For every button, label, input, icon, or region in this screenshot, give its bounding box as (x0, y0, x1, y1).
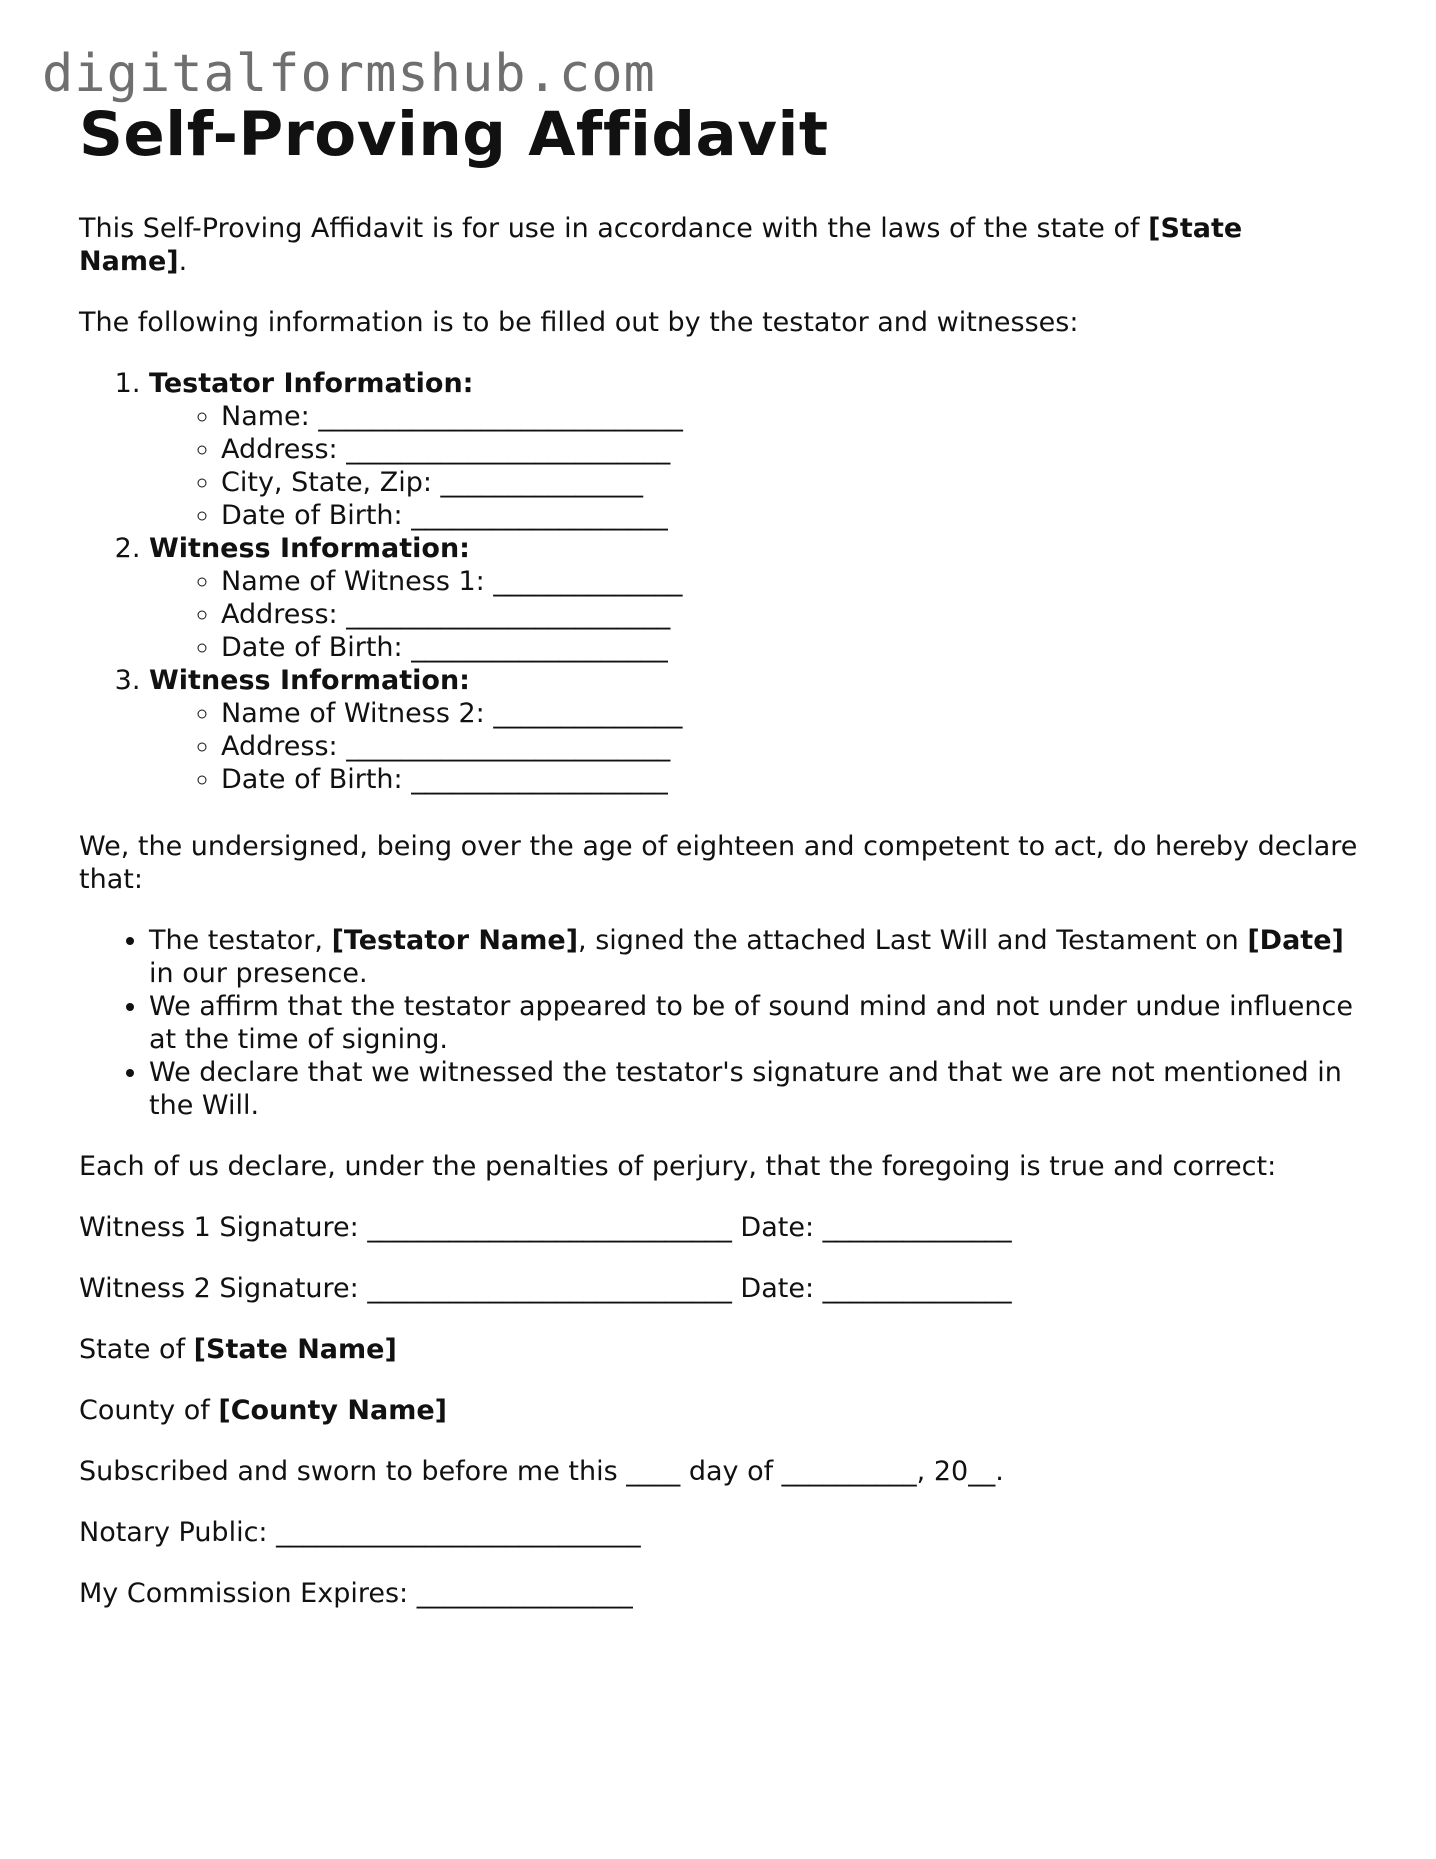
field-address[interactable]: ◦ Address: ________________________ (221, 433, 1359, 466)
field-date-of-birth[interactable]: ◦ Date of Birth: ___________________ (221, 631, 1359, 664)
county-placeholder: [County Name] (218, 1395, 448, 1426)
perjury-paragraph: Each of us declare, under the penalties of perjury, that the foregoing is true and correct: (79, 1151, 1277, 1182)
watermark: digitalformshub.com (42, 44, 656, 104)
intro-period: . (178, 246, 188, 277)
field-city-state-zip[interactable]: ◦ City, State, Zip: _______________ (221, 466, 1359, 499)
date-placeholder: [Date] (1247, 925, 1344, 956)
section-witness-1 (149, 532, 1359, 664)
section-heading: Witness Information: (149, 665, 470, 696)
declaration-paragraph: We, the undersigned, being over the age of eighteen and competent to act, do hereby declare that: (79, 831, 1358, 895)
statement-signed (149, 924, 1359, 990)
state-placeholder: [State Name] (193, 1334, 397, 1365)
notary-county (79, 1394, 1359, 1427)
section-testator (149, 367, 1359, 532)
field-witness-name[interactable]: ◦ Name of Witness 2: ______________ (221, 697, 1359, 730)
notary-state (79, 1333, 1359, 1366)
field-date-of-birth[interactable]: ◦ Date of Birth: ___________________ (221, 763, 1359, 796)
testator-name-placeholder: [Testator Name] (331, 925, 579, 956)
section-heading: Testator Information: (149, 368, 474, 399)
section-witness-2 (149, 664, 1359, 796)
statement-sound-mind: • We affirm that the testator appeared to be of sound mind and not under undue influence at the time of signing. (149, 990, 1359, 1056)
statement-list (79, 924, 1359, 1122)
statement-text: , signed the attached Last Will and Testament on (578, 925, 1248, 956)
sworn-line[interactable]: Subscribed and sworn to before me this ____ day of __________, 20__. (79, 1456, 1004, 1487)
state-label: State of (79, 1334, 194, 1365)
field-list (149, 400, 1359, 532)
field-address[interactable]: ◦ Address: ________________________ (221, 730, 1359, 763)
statement-text: The testator, (149, 925, 332, 956)
statement-text: in our presence. (149, 958, 368, 989)
document-page (79, 98, 1359, 1610)
intro-state-placeholder: [State Name] (79, 213, 1243, 277)
instructions-paragraph: The following information is to be filled out by the testator and witnesses: (79, 307, 1079, 338)
commission-expires-line[interactable]: My Commission Expires: ________________ (79, 1578, 633, 1609)
witness-1-signature-line[interactable]: Witness 1 Signature: ___________________________ Date: ______________ (79, 1212, 1012, 1243)
intro-paragraph (79, 212, 1359, 278)
field-name[interactable]: ◦ Name: ___________________________ (221, 400, 1359, 433)
witness-2-signature-line[interactable]: Witness 2 Signature: ___________________________ Date: ______________ (79, 1273, 1012, 1304)
field-address[interactable]: ◦ Address: ________________________ (221, 598, 1359, 631)
field-date-of-birth[interactable]: ◦ Date of Birth: ___________________ (221, 499, 1359, 532)
statement-witnessed: • We declare that we witnessed the testator's signature and that we are not mentioned in the Will. (149, 1056, 1359, 1122)
information-sections (79, 367, 1359, 796)
field-witness-name[interactable]: ◦ Name of Witness 1: ______________ (221, 565, 1359, 598)
notary-public-line[interactable]: Notary Public: ___________________________ (79, 1517, 641, 1548)
page-title: Self-Proving Affidavit (79, 99, 829, 170)
county-label: County of (79, 1395, 219, 1426)
intro-text: This Self-Proving Affidavit is for use in accordance with the laws of the state of (79, 213, 1149, 244)
field-list (149, 697, 1359, 796)
field-list (149, 565, 1359, 664)
section-heading: Witness Information: (149, 533, 470, 564)
